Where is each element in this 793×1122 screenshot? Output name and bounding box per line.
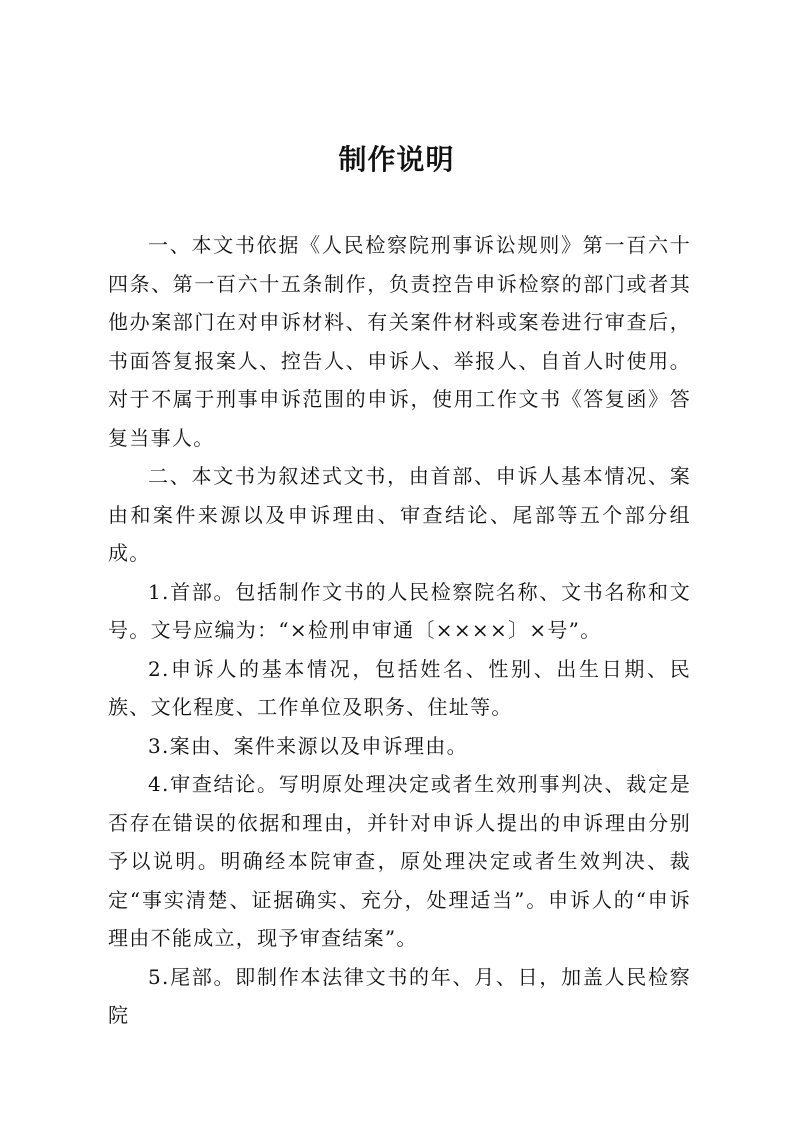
paragraph-header-section: 1.首部。包括制作文书的人民检察院名称、文书名称和文号。文号应编为：“×检刑申审通〔××××〕×号”。 (108, 579, 691, 642)
document-body (108, 226, 691, 1035)
paragraph-review-conclusion: 4.审查结论。写明原处理决定或者生效刑事判决、裁定是否存在错误的依据和理由，并针对申诉人提出的申诉理由分别予以说明。明确经本院审查，原处理决定或者生效判决、裁定“事实清楚、证据确实、充分，处理适当”。申诉人的“申诉理由不能成立，现予审查结案”。 (108, 772, 691, 950)
paragraph-basis: 一、本文书依据《人民检察院刑事诉讼规则》第一百六十四条、第一百六十五条制作，负责控告申诉检察的部门或者其他办案部门在对申诉材料、有关案件材料或案卷进行审查后，书面答复报案人、控告人、申诉人、举报人、自首人时使用。对于不属于刑事申诉范围的申诉，使用工作文书《答复函》答复当事人。 (108, 233, 691, 450)
paragraph-structure: 二、本文书为叙述式文书，由首部、申诉人基本情况、案由和案件来源以及申诉理由、审查结论、尾部等五个部分组成。 (108, 464, 691, 565)
paragraph-case-cause: 3.案由、案件来源以及申诉理由。 (148, 733, 468, 758)
document-title: 制作说明 (338, 143, 455, 176)
paragraph-footer-section: 5.尾部。即制作本法律文书的年、月、日，加盖人民检察院 (108, 964, 691, 1027)
paragraph-applicant-info: 2.申诉人的基本情况，包括姓名、性别、出生日期、民族、文化程度、工作单位及职务、住址等。 (108, 656, 691, 719)
